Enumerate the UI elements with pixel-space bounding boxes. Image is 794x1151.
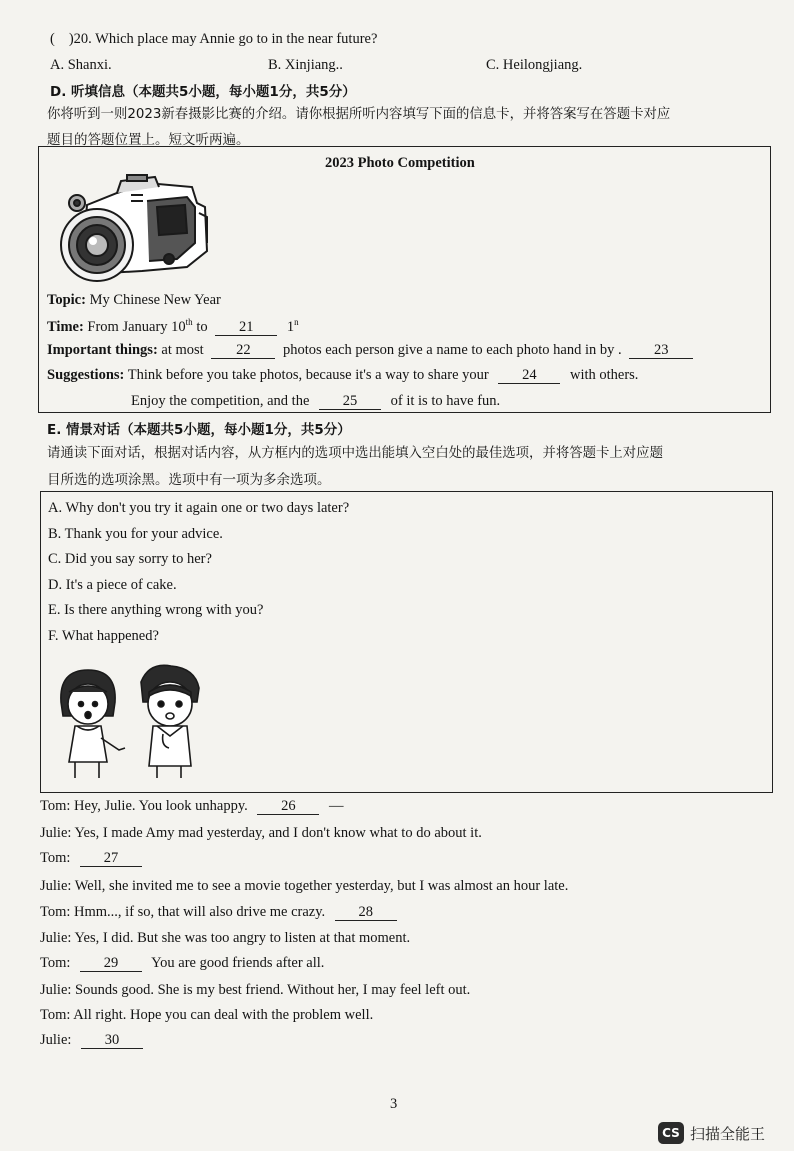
dialogue-line-1-dash: — — [329, 798, 344, 814]
dialogue-line-10 — [40, 1032, 143, 1049]
time-prefix: From January 10 — [87, 318, 186, 335]
dialogue-line-10-speaker: Julie: — [40, 1032, 72, 1048]
dialogue-line-4: Julie: Well, she invited me to see a movie together yesterday, but I was almost an hour late. — [40, 878, 569, 894]
topic-row — [47, 292, 221, 309]
options-box — [40, 491, 773, 793]
dialogue-line-3-speaker: Tom: — [40, 850, 71, 866]
enjoy-post: of it is to have fun. — [390, 393, 501, 409]
blank-29[interactable]: 29 — [80, 956, 142, 972]
time-suffix-sup: n — [294, 317, 299, 327]
q20-question — [50, 31, 377, 48]
option-a: A. Why don't you try it again one or two days later? — [48, 500, 350, 516]
scanner-logo-icon: CS — [658, 1122, 684, 1144]
section-e-title: E. 情景对话（本题共5小题，每小题1分，共5分） — [47, 422, 351, 438]
q20-option-a: A. Shanxi. — [50, 57, 112, 73]
option-e: E. Is there anything wrong with you? — [48, 602, 264, 618]
important-mid: photos each person give a name to each photo hand in by . — [282, 342, 622, 358]
blank-26[interactable]: 26 — [257, 799, 319, 815]
dialogue-line-7-speaker: Tom: — [40, 955, 71, 971]
important-row — [47, 342, 693, 359]
q20-option-b: B. Xinjiang.. — [268, 57, 343, 73]
section-d-instruction-1: 你将听到一则2023新春摄影比赛的介绍。请你根据所听内容填写下面的信息卡，并将答案写在答题卡对应 — [47, 107, 671, 122]
time-suffix: 1 — [286, 318, 295, 335]
photo-card-title: 2023 Photo Competition — [325, 155, 475, 171]
scanner-watermark-text: 扫描全能王 — [690, 1125, 766, 1143]
blank-22[interactable]: 22 — [211, 343, 275, 359]
suggestions-post: with others. — [569, 367, 639, 383]
blank-30[interactable]: 30 — [81, 1033, 143, 1049]
blank-23[interactable]: 23 — [629, 343, 693, 359]
dialogue-line-1 — [40, 798, 344, 815]
topic-value: My Chinese New Year — [89, 292, 221, 308]
option-c: C. Did you say sorry to her? — [48, 551, 212, 567]
dialogue-line-5-text: Tom: Hmm..., if so, that will also drive me crazy. — [40, 904, 326, 920]
blank-25[interactable]: 25 — [319, 394, 381, 410]
section-e-instruction-2: 目所选的选项涂黑。选项中有一项为多余选项。 — [47, 472, 331, 488]
time-row — [47, 317, 299, 336]
dialogue-line-9: Tom: All right. Hope you can deal with the problem well. — [40, 1007, 374, 1023]
suggestions-pre: Think before you take photos, because it's a way to share your — [127, 367, 489, 383]
dialogue-line-7 — [40, 955, 324, 972]
option-b: B. Thank you for your advice. — [48, 526, 223, 542]
dialogue-line-5 — [40, 904, 397, 921]
section-d-title: D. 听填信息（本题共5小题，每小题1分，共5分） — [50, 84, 356, 100]
photo-card — [38, 146, 771, 413]
dialogue-line-2: Julie: Yes, I made Amy mad yesterday, and I don't know what to do about it. — [40, 825, 482, 841]
topic-label: Topic: — [47, 292, 86, 308]
enjoy-row — [131, 393, 500, 410]
camera-icon — [47, 173, 227, 285]
dialogue-line-1-text: Tom: Hey, Julie. You look unhappy. — [40, 798, 248, 814]
suggestions-label: Suggestions: — [47, 367, 125, 383]
option-d: D. It's a piece of cake. — [48, 577, 177, 593]
section-e-instruction-1: 请通读下面对话，根据对话内容，从方框内的选项中选出能填入空白处的最佳选项，并将答题卡上对应题 — [47, 446, 663, 461]
section-d-instruction-2: 题目的答题位置上。短文听两遍。 — [47, 132, 250, 148]
important-label: Important things: — [47, 342, 158, 358]
dialogue-line-7-text: You are good friends after all. — [151, 955, 325, 971]
important-pre: at most — [161, 342, 204, 358]
blank-24[interactable]: 24 — [498, 368, 560, 384]
enjoy-pre: Enjoy the competition, and the — [131, 393, 310, 409]
blank-27[interactable]: 27 — [80, 851, 142, 867]
time-to: to — [196, 318, 208, 335]
q20-text: )20. Which place may Annie go to in the near future? — [68, 31, 378, 47]
dialogue-line-6: Julie: Yes, I did. But she was too angry to listen at that moment. — [40, 930, 411, 946]
blank-28[interactable]: 28 — [335, 905, 397, 921]
q20-paren: ( — [50, 31, 55, 47]
blank-21[interactable]: 21 — [215, 320, 277, 336]
kids-illustration — [53, 662, 213, 782]
suggestions-row — [47, 367, 638, 384]
dialogue-line-8: Julie: Sounds good. She is my best friend. Without her, I may feel left out. — [40, 982, 471, 998]
dialogue-line-3 — [40, 850, 142, 867]
option-f: F. What happened? — [48, 628, 159, 644]
time-sup: th — [185, 317, 193, 327]
q20-option-c: C. Heilongjiang. — [486, 57, 583, 73]
time-label: Time: — [47, 318, 84, 335]
page-number: 3 — [390, 1096, 398, 1112]
